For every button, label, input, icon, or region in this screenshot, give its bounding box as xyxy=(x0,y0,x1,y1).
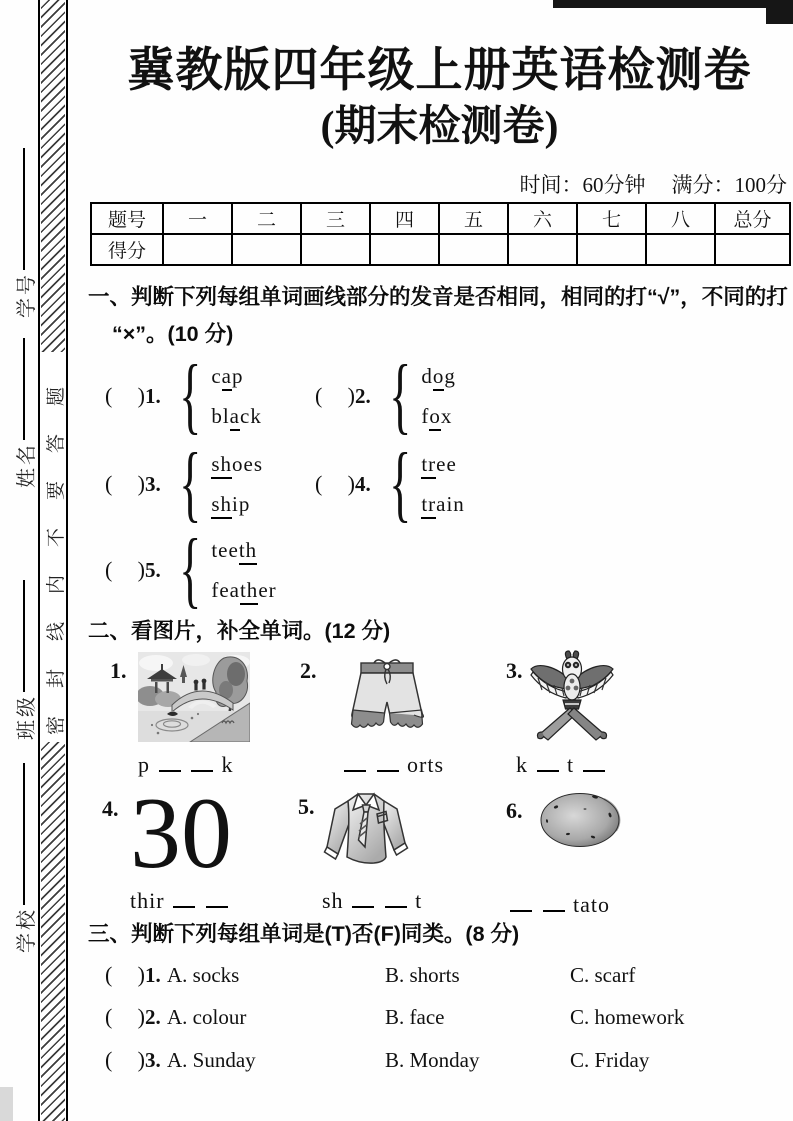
page-title: 冀教版四年级上册英语检测卷 xyxy=(127,45,752,97)
word-blank-label: orts xyxy=(342,752,444,778)
option-b: B. face xyxy=(385,1005,445,1029)
score-row-label: 得分 xyxy=(91,234,163,265)
option-b: B. shorts xyxy=(385,963,460,987)
option-a: A. socks xyxy=(167,963,240,987)
answer-brackets: ( ) xyxy=(105,1004,145,1029)
header-cell: 五 xyxy=(439,203,508,234)
header-cell: 八 xyxy=(646,203,715,234)
item-number: 2. xyxy=(145,1005,161,1029)
item-number: 4. xyxy=(355,471,371,496)
score-cell xyxy=(577,234,646,265)
hatch-pattern-top xyxy=(41,0,65,352)
seal-line-text: 密封线内不要答题 xyxy=(46,359,67,736)
answer-brackets: ( ) xyxy=(105,557,145,582)
brace-glyph: { xyxy=(179,522,202,617)
option-a: A. Sunday xyxy=(167,1048,256,1072)
answer-brackets: ( ) xyxy=(315,471,355,496)
word-bottom: train xyxy=(421,492,464,517)
word-blank-label: tato xyxy=(508,892,622,918)
score-cell xyxy=(715,234,790,265)
score-cell xyxy=(301,234,370,265)
header-cell: 三 xyxy=(301,203,370,234)
item-number: 2. xyxy=(300,658,317,683)
header-cell: 四 xyxy=(370,203,439,234)
classify-row-3 xyxy=(105,1047,777,1073)
student-id-label: 学号 xyxy=(15,272,38,318)
header-cell: 一 xyxy=(163,203,232,234)
scan-artifact-bottom-left xyxy=(0,1087,13,1121)
word-bottom: feather xyxy=(211,578,276,603)
score-table-header-row xyxy=(91,203,790,234)
classify-row-1 xyxy=(105,962,777,988)
section3-heading: 三、判断下列每组单词是(T)否(F)同类。(8 分) xyxy=(88,922,520,946)
full-score: 满分：100分 xyxy=(671,173,787,197)
header-cell: 题号 xyxy=(91,203,163,234)
word-blank-label: sh t xyxy=(322,888,423,913)
scan-artifact-corner xyxy=(766,0,793,24)
answer-brackets: ( ) xyxy=(105,471,145,496)
item-number: 1. xyxy=(145,963,161,987)
item-number: 3. xyxy=(145,1048,161,1072)
option-b: B. Monday xyxy=(385,1048,480,1072)
header-cell: 二 xyxy=(232,203,301,234)
answer-brackets: ( ) xyxy=(105,962,145,987)
picture-item-1 xyxy=(110,650,250,778)
section1-heading-line1: 一、判断下列每组单词画线部分的发音是否相同，相同的打“√”，不同的打 xyxy=(88,285,788,309)
park-image xyxy=(138,650,250,744)
exam-meta xyxy=(494,169,788,199)
school-field xyxy=(11,763,37,953)
picture-item-6 xyxy=(506,790,622,918)
answer-brackets: ( ) xyxy=(315,383,355,408)
potato-image xyxy=(538,790,622,884)
item-number: 4. xyxy=(102,796,119,821)
item-number: 1. xyxy=(145,383,161,408)
hatch-pattern-bottom xyxy=(41,742,65,1121)
word-blank-label: k t xyxy=(516,752,616,778)
word-top: teeth xyxy=(211,538,276,563)
word-top: cap xyxy=(211,364,262,389)
score-cell xyxy=(508,234,577,265)
item-number: 3. xyxy=(506,658,523,683)
item-number: 5. xyxy=(145,557,161,582)
header-cell: 六 xyxy=(508,203,577,234)
answer-brackets: ( ) xyxy=(105,1047,145,1072)
name-field xyxy=(11,338,37,488)
shirt-image xyxy=(322,786,422,880)
score-cell xyxy=(163,234,232,265)
class-blank-line xyxy=(23,580,25,692)
brace-glyph: { xyxy=(389,348,412,443)
score-cell xyxy=(370,234,439,265)
item-number: 1. xyxy=(110,658,127,683)
name-blank-line xyxy=(23,338,25,440)
picture-item-2 xyxy=(300,650,444,778)
brace-glyph: { xyxy=(389,436,412,531)
section2-heading: 二、看图片，补全单词。(12 分) xyxy=(88,619,391,643)
header-cell: 七 xyxy=(577,203,646,234)
picture-item-3 xyxy=(506,650,616,778)
option-c: C. Friday xyxy=(570,1048,650,1072)
word-bottom: ship xyxy=(211,492,263,517)
classify-row-2 xyxy=(105,1004,777,1030)
seal-line-band xyxy=(38,0,68,1121)
sound-pair-item-2 xyxy=(315,348,456,443)
score-table-score-row xyxy=(91,234,790,265)
score-cell xyxy=(439,234,508,265)
item-number: 2. xyxy=(355,383,371,408)
sound-pair-item-3 xyxy=(105,436,264,531)
score-cell xyxy=(232,234,301,265)
school-label: 学校 xyxy=(15,907,38,953)
sound-pair-item-1 xyxy=(105,348,262,443)
scan-artifact-top xyxy=(553,0,793,8)
option-c: C. scarf xyxy=(570,963,636,987)
kite-image xyxy=(528,650,616,744)
header-cell: 总分 xyxy=(715,203,790,234)
section1-heading-line2: “×”。(10 分) xyxy=(112,322,234,346)
name-label: 姓名 xyxy=(15,442,38,488)
shorts-image xyxy=(340,650,444,744)
page-subtitle: (期末检测卷) xyxy=(320,104,559,150)
picture-item-5 xyxy=(298,786,422,914)
sound-pair-item-5 xyxy=(105,522,277,617)
school-blank-line xyxy=(23,763,25,905)
score-table xyxy=(90,202,791,266)
item-number: 6. xyxy=(506,798,523,823)
class-field xyxy=(11,580,37,740)
brace-glyph: { xyxy=(179,348,202,443)
picture-item-4 xyxy=(102,777,232,914)
student-id-field xyxy=(11,148,37,318)
number-30-image: 30 xyxy=(130,777,232,890)
student-id-blank-line xyxy=(23,148,25,270)
word-blank-label: thir xyxy=(130,888,232,914)
word-bottom: fox xyxy=(421,404,456,429)
item-number: 3. xyxy=(145,471,161,496)
class-label: 班级 xyxy=(15,694,38,740)
item-number: 5. xyxy=(298,794,315,819)
score-cell xyxy=(646,234,715,265)
word-blank-label: p k xyxy=(138,752,234,777)
option-c: C. homework xyxy=(570,1005,685,1029)
word-bottom: black xyxy=(211,404,262,429)
word-top: tree xyxy=(421,452,464,477)
word-top: shoes xyxy=(211,452,263,477)
word-top: dog xyxy=(421,364,456,389)
time-limit: 时间：60分钟 xyxy=(519,173,646,197)
brace-glyph: { xyxy=(179,436,202,531)
sound-pair-item-4 xyxy=(315,436,465,531)
option-a: A. colour xyxy=(167,1005,247,1029)
answer-brackets: ( ) xyxy=(105,383,145,408)
